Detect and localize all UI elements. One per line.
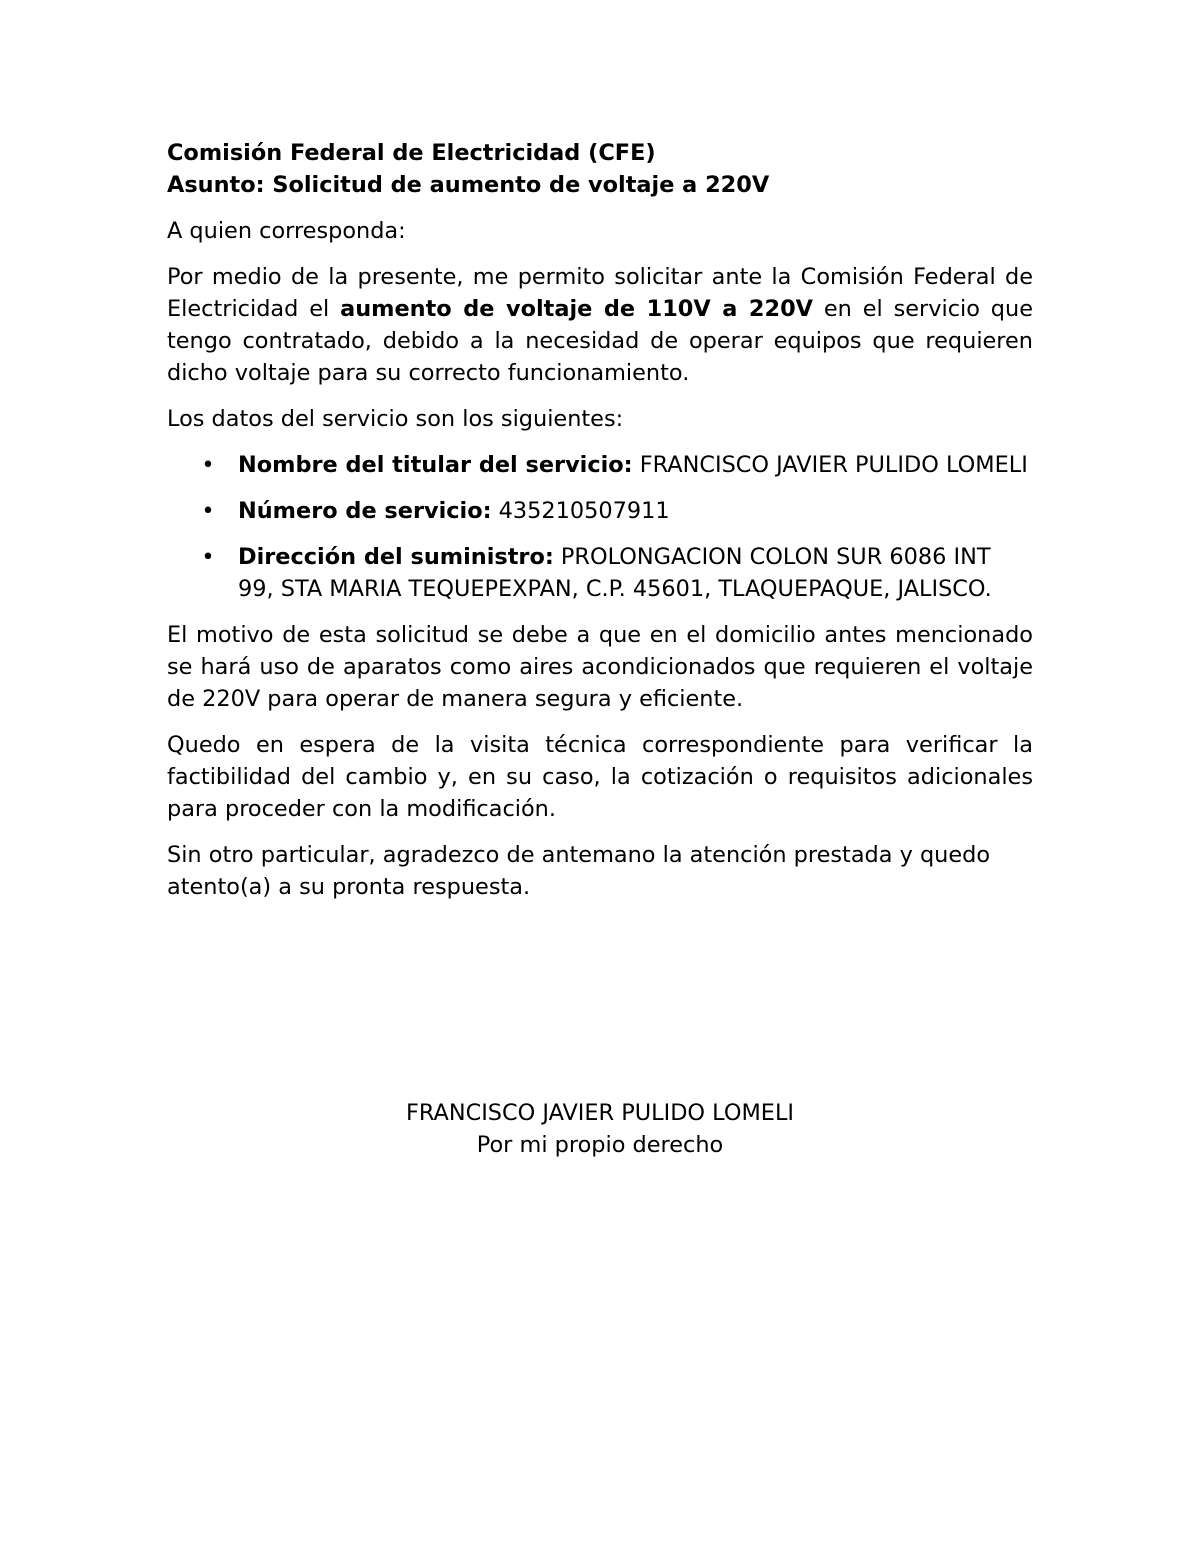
letter-body (167, 137, 1033, 903)
subject-heading: Asunto: Solicitud de aumento de voltaje a 220V (167, 172, 770, 198)
intro-text-2: en el servicio que tengo contratado, debido a la necesidad de operar equipos que requieren dicho voltaje para su correcto funcionamiento. (167, 296, 1033, 386)
supply-address-label: Dirección del suministro: (238, 544, 554, 570)
signer-name: FRANCISCO JAVIER PULIDO LOMELI (405, 1100, 795, 1126)
signer-capacity: Por mi propio derecho (476, 1132, 724, 1158)
list-item (167, 495, 1033, 527)
service-number-label: Número de servicio: (238, 498, 492, 524)
service-number-value: 435210507911 (491, 498, 670, 524)
visit-paragraph: Quedo en espera de la visita técnica correspondiente para verificar la factibilidad del cambio y, en su caso, la cotización o requisitos adicionales para proceder con la modificación. (167, 732, 1033, 822)
closing-paragraph: Sin otro particular, agradezco de antemano la atención prestada y quedo atento(a) a su pronta respuesta. (167, 842, 991, 900)
supply-address-value: PROLONGACION COLON SUR 6086 INT 99, STA MARIA TEQUEPEXPAN, C.P. 45601, TLAQUEPAQUE, JALISCO. (238, 544, 992, 602)
list-item (167, 449, 1033, 481)
bullet-icon: • (201, 452, 215, 478)
greeting: A quien corresponda: (167, 218, 406, 244)
intro-text-1: Por medio de la presente, me permito solicitar ante la Comisión Federal de Electricidad el (167, 264, 1033, 322)
reason-paragraph: El motivo de esta solicitud se debe a que en el domicilio antes mencionado se hará uso de aparatos como aires acondicionados que requieren el voltaje de 220V para operar de manera segura y eficiente. (167, 622, 1033, 712)
intro-paragraph (167, 261, 1033, 389)
bullet-icon: • (201, 498, 215, 524)
list-item (167, 541, 1033, 605)
recipient-heading: Comisión Federal de Electricidad (CFE) (167, 140, 656, 166)
signature-block (167, 1097, 1033, 1161)
service-holder-label: Nombre del titular del servicio: (238, 452, 633, 478)
service-holder-value: FRANCISCO JAVIER PULIDO LOMELI (632, 452, 1028, 478)
intro-bold-text: aumento de voltaje de 110V a 220V (340, 296, 813, 322)
service-data-list (167, 449, 1033, 605)
data-intro-paragraph: Los datos del servicio son los siguientes: (167, 406, 624, 432)
bullet-icon: • (201, 544, 215, 570)
